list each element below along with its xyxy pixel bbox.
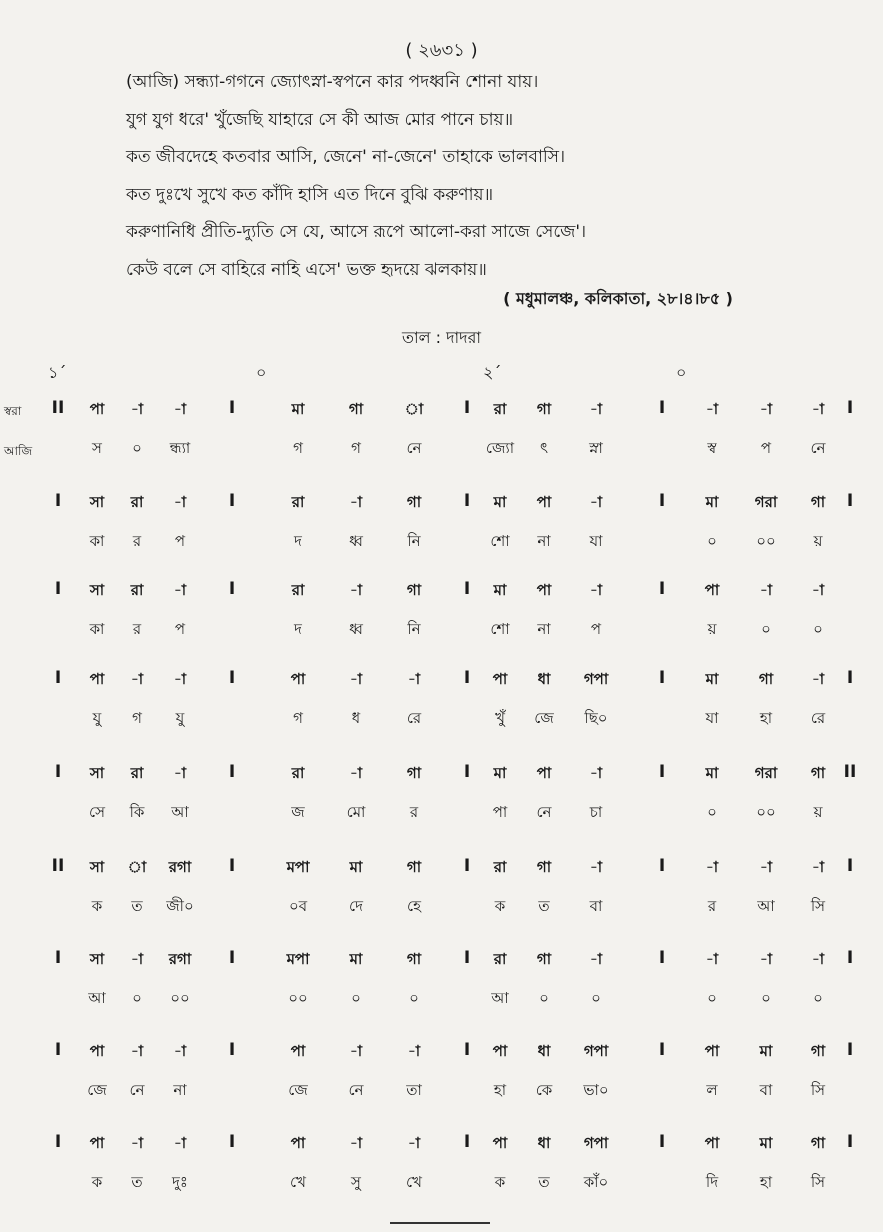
swara-note: -া: [589, 950, 603, 968]
lyric-syllable: নি: [407, 620, 421, 638]
lyric-syllable: প: [174, 532, 186, 550]
bar-line: I: [463, 668, 471, 688]
lyric-syllable: যু: [92, 709, 102, 727]
swara-note: গা: [406, 858, 422, 876]
lyric-syllable: ধ্ব: [349, 620, 363, 638]
swara-note: গা: [536, 858, 552, 876]
lyric-syllable: ত: [538, 1173, 550, 1191]
swara-note: পা: [290, 670, 306, 688]
swara-note: গা: [348, 400, 364, 418]
swara-note: -া: [173, 764, 187, 782]
lyric-syllable: য়: [707, 620, 717, 638]
lyric-syllable: ত: [131, 1173, 143, 1191]
bar-line: I: [54, 579, 62, 599]
lyric-syllable: দি: [705, 1173, 719, 1191]
swara-note: মপা: [286, 858, 310, 876]
bar-line: I: [228, 491, 236, 511]
swara-note: রগা: [168, 950, 192, 968]
swara-note: মা: [349, 858, 363, 876]
swara-note: -া: [130, 670, 144, 688]
lyric-line: করুণানিধি প্রীতি-দ্যুতি সে যে, আসে রূপে আলো-করা সাজে সেজে'।: [126, 222, 587, 242]
lyric-syllable: ০: [707, 989, 717, 1007]
lyric-syllable: ০০: [288, 989, 308, 1007]
bar-line: I: [658, 762, 666, 782]
swara-note: গা: [536, 400, 552, 418]
swara-note: -া: [349, 670, 363, 688]
swara-note: পা: [536, 493, 552, 511]
lyric-syllable: শো: [490, 620, 510, 638]
lyric-syllable: রে: [810, 709, 826, 727]
swara-note: -া: [173, 400, 187, 418]
swara-note: রা: [291, 764, 305, 782]
lyric-syllable: দ: [294, 532, 302, 550]
lyric-syllable: ০: [707, 803, 717, 821]
swara-note: -া: [349, 581, 363, 599]
lyric-syllable: নি: [407, 532, 421, 550]
lyric-syllable: সি: [810, 897, 826, 915]
bar-line: I: [658, 579, 666, 599]
lyric-syllable: সু: [351, 1173, 361, 1191]
swara-note: পা: [89, 670, 105, 688]
lyric-syllable: আ: [491, 989, 509, 1007]
bar-line: I: [846, 948, 854, 968]
lyric-syllable: আ: [171, 803, 189, 821]
swara-note: রগা: [168, 858, 192, 876]
bar-line: I: [846, 491, 854, 511]
swara-note: রা: [291, 581, 305, 599]
swara-note: -া: [811, 670, 825, 688]
swara-note: সা: [89, 493, 105, 511]
swara-note: সা: [89, 950, 105, 968]
swara-note: -া: [811, 581, 825, 599]
swara-note: মা: [493, 764, 507, 782]
swara-note: মপা: [286, 950, 310, 968]
lyric-syllable: ০: [132, 989, 142, 1007]
lyric-syllable: বা: [759, 1081, 773, 1099]
lyric-syllable: ০০: [756, 532, 776, 550]
taal-heading: তাল : দাদরা: [401, 328, 482, 347]
lyric-syllable: র: [132, 532, 142, 550]
lyric-syllable: স্ব: [707, 439, 717, 457]
lyric-syllable: খে: [290, 1173, 306, 1191]
swara-note: গা: [406, 493, 422, 511]
lyric-line: (আজি) সন্ধ্যা-গগনে জ্যোৎস্না-স্বপনে কার পদধ্বনি শোনা যায়।: [126, 72, 539, 92]
swara-note: সা: [89, 764, 105, 782]
swara-note: রা: [130, 581, 144, 599]
lyric-syllable: নে: [810, 439, 826, 457]
bar-line: I: [846, 856, 854, 876]
bar-line: I: [54, 668, 62, 688]
bar-line: II: [51, 398, 65, 418]
lyric-syllable: হা: [493, 1081, 507, 1099]
swara-row-label: স্বরা: [4, 404, 22, 418]
swara-note: -া: [705, 858, 719, 876]
swara-note: -া: [589, 858, 603, 876]
bar-line: I: [228, 1132, 236, 1152]
lyric-syllable: য়: [813, 803, 823, 821]
swara-note: রা: [493, 950, 507, 968]
lyric-syllable: ০: [707, 532, 717, 550]
swara-note: -া: [349, 1042, 363, 1060]
swara-note: পা: [492, 1042, 508, 1060]
lyric-syllable: না: [173, 1081, 187, 1099]
swara-note: পা: [290, 1042, 306, 1060]
swara-note: পা: [704, 1134, 720, 1152]
lyric-syllable: দুঃ: [172, 1173, 188, 1191]
lyric-syllable: নে: [348, 1081, 364, 1099]
bar-line: I: [658, 491, 666, 511]
lyric-syllable: বা: [589, 897, 603, 915]
lyric-syllable: জ: [291, 803, 305, 821]
swara-note: পা: [492, 670, 508, 688]
bar-line: I: [54, 1132, 62, 1152]
lyric-syllable: কে: [535, 1081, 553, 1099]
beat-mark: ০: [676, 363, 687, 382]
swara-note: পা: [89, 1134, 105, 1152]
lyric-syllable: নে: [536, 803, 552, 821]
lyric-syllable: প: [174, 620, 186, 638]
swara-note: -া: [759, 950, 773, 968]
lyric-syllable: ০: [132, 439, 142, 457]
lyric-syllable: য়: [813, 532, 823, 550]
bar-line: I: [846, 1132, 854, 1152]
lyric-line: যুগ যুগ ধরে' খুঁজেছি যাহারে সে কী আজ মোর পানে চায়॥: [126, 109, 514, 130]
lyric-syllable: ০: [591, 989, 601, 1007]
lyrics-block: [126, 64, 846, 289]
lyric-syllable: ০: [409, 989, 419, 1007]
swara-note: মা: [493, 581, 507, 599]
swara-note: া: [127, 858, 147, 876]
lyric-syllable: ক: [91, 897, 103, 915]
lyric-syllable: ছি০: [584, 709, 608, 727]
lyric-syllable: গ: [351, 439, 361, 457]
lyric-syllable: সে: [89, 803, 105, 821]
swara-note: গপা: [583, 1042, 609, 1060]
bar-line: I: [658, 948, 666, 968]
swara-note: ধা: [537, 1134, 551, 1152]
lyric-syllable: ক: [494, 897, 506, 915]
lyric-syllable: নে: [129, 1081, 145, 1099]
bar-line: I: [658, 668, 666, 688]
lyric-line: কেউ বলে সে বাহিরে নাহি এসে' ভক্ত হৃদয়ে ঝলকায়॥: [126, 259, 487, 280]
lyric-syllable: রে: [406, 709, 422, 727]
swara-note: -া: [589, 493, 603, 511]
source-note: ( মধুমালঞ্চ, কলিকাতা, ২৮।৪।৮৫ ): [503, 289, 733, 308]
swara-note: গা: [406, 950, 422, 968]
swara-note: -া: [130, 400, 144, 418]
bar-line: I: [228, 856, 236, 876]
lyric-syllable: ০: [761, 620, 771, 638]
bar-line: I: [463, 1132, 471, 1152]
lyric-syllable: জ্যো: [485, 439, 515, 457]
swara-note: পা: [89, 400, 105, 418]
swara-note: মা: [705, 764, 719, 782]
lyric-syllable: হে: [407, 897, 421, 915]
swara-note: -া: [130, 1042, 144, 1060]
swara-note: -া: [173, 581, 187, 599]
bar-line: I: [54, 1040, 62, 1060]
bar-line: I: [228, 1040, 236, 1060]
bar-line: I: [658, 1132, 666, 1152]
swara-note: গরা: [754, 764, 778, 782]
lyric-syllable: মো: [346, 803, 366, 821]
lyric-syllable: যু: [175, 709, 185, 727]
swara-note: রা: [493, 858, 507, 876]
lyric-syllable: প: [590, 620, 602, 638]
bar-line: I: [228, 668, 236, 688]
lyric-syllable: জে: [288, 1081, 308, 1099]
lyric-syllable: ০: [761, 989, 771, 1007]
swara-note: পা: [704, 1042, 720, 1060]
lyric-syllable: কা: [89, 620, 105, 638]
lyric-syllable: ন্ধ্যা: [169, 439, 191, 457]
swara-note: রা: [493, 400, 507, 418]
swara-note: গা: [758, 670, 774, 688]
lyric-syllable: ৎ: [539, 439, 549, 457]
lyric-syllable: ধ্ব: [349, 532, 363, 550]
swara-note: গপা: [583, 1134, 609, 1152]
bar-line: I: [228, 398, 236, 418]
lyric-syllable: জী০: [166, 897, 194, 915]
lyric-syllable: ল: [706, 1081, 718, 1099]
lyric-syllable: না: [537, 620, 551, 638]
lyric-syllable: ক: [91, 1173, 103, 1191]
swara-note: ধা: [537, 670, 551, 688]
swara-note: পা: [704, 581, 720, 599]
bar-line: I: [846, 398, 854, 418]
swara-note: -া: [759, 400, 773, 418]
lyric-syllable: আ: [757, 897, 775, 915]
lyric-syllable: জে: [534, 709, 554, 727]
swara-note: -া: [705, 950, 719, 968]
lyric-syllable: ত: [538, 897, 550, 915]
lyric-syllable: আ: [88, 989, 106, 1007]
swara-note: -া: [759, 858, 773, 876]
lyric-syllable: কা: [89, 532, 105, 550]
lyric-syllable: হা: [759, 1173, 773, 1191]
swara-note: -া: [589, 581, 603, 599]
bar-line: I: [463, 762, 471, 782]
swara-note: পা: [89, 1042, 105, 1060]
swara-note: মা: [349, 950, 363, 968]
swara-note: -া: [407, 670, 421, 688]
song-number: ( ২৬৩১ ): [405, 40, 478, 61]
lyric-syllable: সি: [810, 1081, 826, 1099]
swara-note: -া: [173, 1042, 187, 1060]
lyric-syllable: ০০: [170, 989, 190, 1007]
swara-note: া: [404, 400, 424, 418]
lyric-syllable: তা: [406, 1081, 422, 1099]
swara-note: -া: [173, 493, 187, 511]
bar-line: I: [658, 1040, 666, 1060]
lyric-syllable: খে: [406, 1173, 422, 1191]
lyric-syllable: ০ব: [288, 897, 308, 915]
lyric-syllable: চা: [589, 803, 603, 821]
lyric-line: কত দুঃখে সুখে কত কাঁদি হাসি এত দিনে বুঝি করুণায়॥: [126, 184, 494, 205]
lyric-syllable: ০: [351, 989, 361, 1007]
swara-note: গরা: [754, 493, 778, 511]
swara-note: পা: [290, 1134, 306, 1152]
swara-note: রা: [130, 764, 144, 782]
lyric-syllable: পা: [492, 803, 508, 821]
lyric-syllable: ক: [494, 1173, 506, 1191]
lyric-syllable: সি: [810, 1173, 826, 1191]
swara-note: পা: [536, 581, 552, 599]
lyric-syllable: দ: [294, 620, 302, 638]
swara-note: -া: [349, 1134, 363, 1152]
lyric-syllable: খুঁ: [495, 709, 505, 727]
beat-mark: ২´: [483, 363, 502, 382]
bar-line: I: [228, 948, 236, 968]
swara-note: -া: [173, 1134, 187, 1152]
lyric-syllable: ভা০: [583, 1081, 609, 1099]
lyric-syllable: র: [409, 803, 419, 821]
swara-note: -া: [811, 950, 825, 968]
lyric-syllable: না: [537, 532, 551, 550]
bar-line: I: [463, 948, 471, 968]
bar-line: I: [463, 1040, 471, 1060]
bar-line: I: [658, 398, 666, 418]
swara-note: -া: [811, 858, 825, 876]
swara-note: সা: [89, 581, 105, 599]
lyric-syllable: দে: [349, 897, 363, 915]
bar-line: II: [843, 762, 857, 782]
swara-note: -া: [349, 764, 363, 782]
lyric-syllable: ০: [813, 620, 823, 638]
lyric-syllable: কাঁ০: [583, 1173, 609, 1191]
bar-line: I: [228, 579, 236, 599]
lyric-syllable: প: [760, 439, 772, 457]
lyric-syllable: গ: [132, 709, 142, 727]
swara-note: গা: [536, 950, 552, 968]
lyric-syllable: কি: [129, 803, 145, 821]
swara-note: মা: [759, 1134, 773, 1152]
bar-line: II: [51, 856, 65, 876]
swara-note: গা: [810, 764, 826, 782]
swara-note: -া: [811, 400, 825, 418]
swara-note: মা: [705, 493, 719, 511]
swara-note: -া: [173, 670, 187, 688]
lyric-syllable: ০: [813, 989, 823, 1007]
swara-note: -া: [407, 1042, 421, 1060]
swara-note: -া: [407, 1134, 421, 1152]
swara-note: গা: [810, 493, 826, 511]
bar-line: I: [846, 668, 854, 688]
swara-note: রা: [130, 493, 144, 511]
bar-line: I: [54, 948, 62, 968]
swara-note: -া: [705, 400, 719, 418]
bar-line: I: [228, 762, 236, 782]
lyric-syllable: র: [707, 897, 717, 915]
swara-note: সা: [89, 858, 105, 876]
bar-line: I: [463, 856, 471, 876]
beat-mark: ০: [256, 363, 267, 382]
bar-line: I: [463, 579, 471, 599]
lyric-syllable: শো: [490, 532, 510, 550]
lyric-syllable: স্না: [589, 439, 603, 457]
bar-line: I: [463, 398, 471, 418]
footer-rule: [390, 1222, 490, 1227]
lyric-syllable: গ: [293, 439, 303, 457]
lyric-row-label: আজি: [4, 444, 33, 458]
lyric-syllable: যা: [589, 532, 603, 550]
lyric-syllable: স: [92, 439, 102, 457]
swara-note: -া: [589, 764, 603, 782]
swara-note: গা: [406, 581, 422, 599]
lyric-syllable: হা: [759, 709, 773, 727]
lyric-syllable: জে: [87, 1081, 107, 1099]
bar-line: I: [54, 491, 62, 511]
bar-line: I: [54, 762, 62, 782]
swara-note: রা: [291, 493, 305, 511]
swara-note: -া: [759, 581, 773, 599]
lyric-syllable: ত: [131, 897, 143, 915]
lyric-syllable: গ: [293, 709, 303, 727]
swara-note: গপা: [583, 670, 609, 688]
lyric-syllable: যা: [705, 709, 719, 727]
lyric-line: কত জীবদেহে কতবার আসি, জেনে' না-জেনে' তাহাকে ভালবাসি।: [126, 147, 566, 167]
beat-mark: ১´: [48, 363, 67, 382]
bar-line: I: [658, 856, 666, 876]
bar-line: I: [463, 491, 471, 511]
lyric-syllable: র: [132, 620, 142, 638]
swara-note: মা: [493, 493, 507, 511]
swara-note: মা: [759, 1042, 773, 1060]
swara-note: -া: [349, 493, 363, 511]
lyric-syllable: ০০: [756, 803, 776, 821]
swara-note: গা: [810, 1134, 826, 1152]
swara-note: মা: [705, 670, 719, 688]
lyric-syllable: নে: [406, 439, 422, 457]
swara-note: -া: [130, 1134, 144, 1152]
swara-note: পা: [536, 764, 552, 782]
bar-line: I: [846, 1040, 854, 1060]
swara-note: মা: [291, 400, 305, 418]
swara-note: পা: [492, 1134, 508, 1152]
lyric-syllable: ০: [539, 989, 549, 1007]
swara-note: গা: [810, 1042, 826, 1060]
swara-note: ধা: [537, 1042, 551, 1060]
swara-note: -া: [130, 950, 144, 968]
swara-note: -া: [589, 400, 603, 418]
swara-note: গা: [406, 764, 422, 782]
lyric-syllable: ধ: [351, 709, 361, 727]
